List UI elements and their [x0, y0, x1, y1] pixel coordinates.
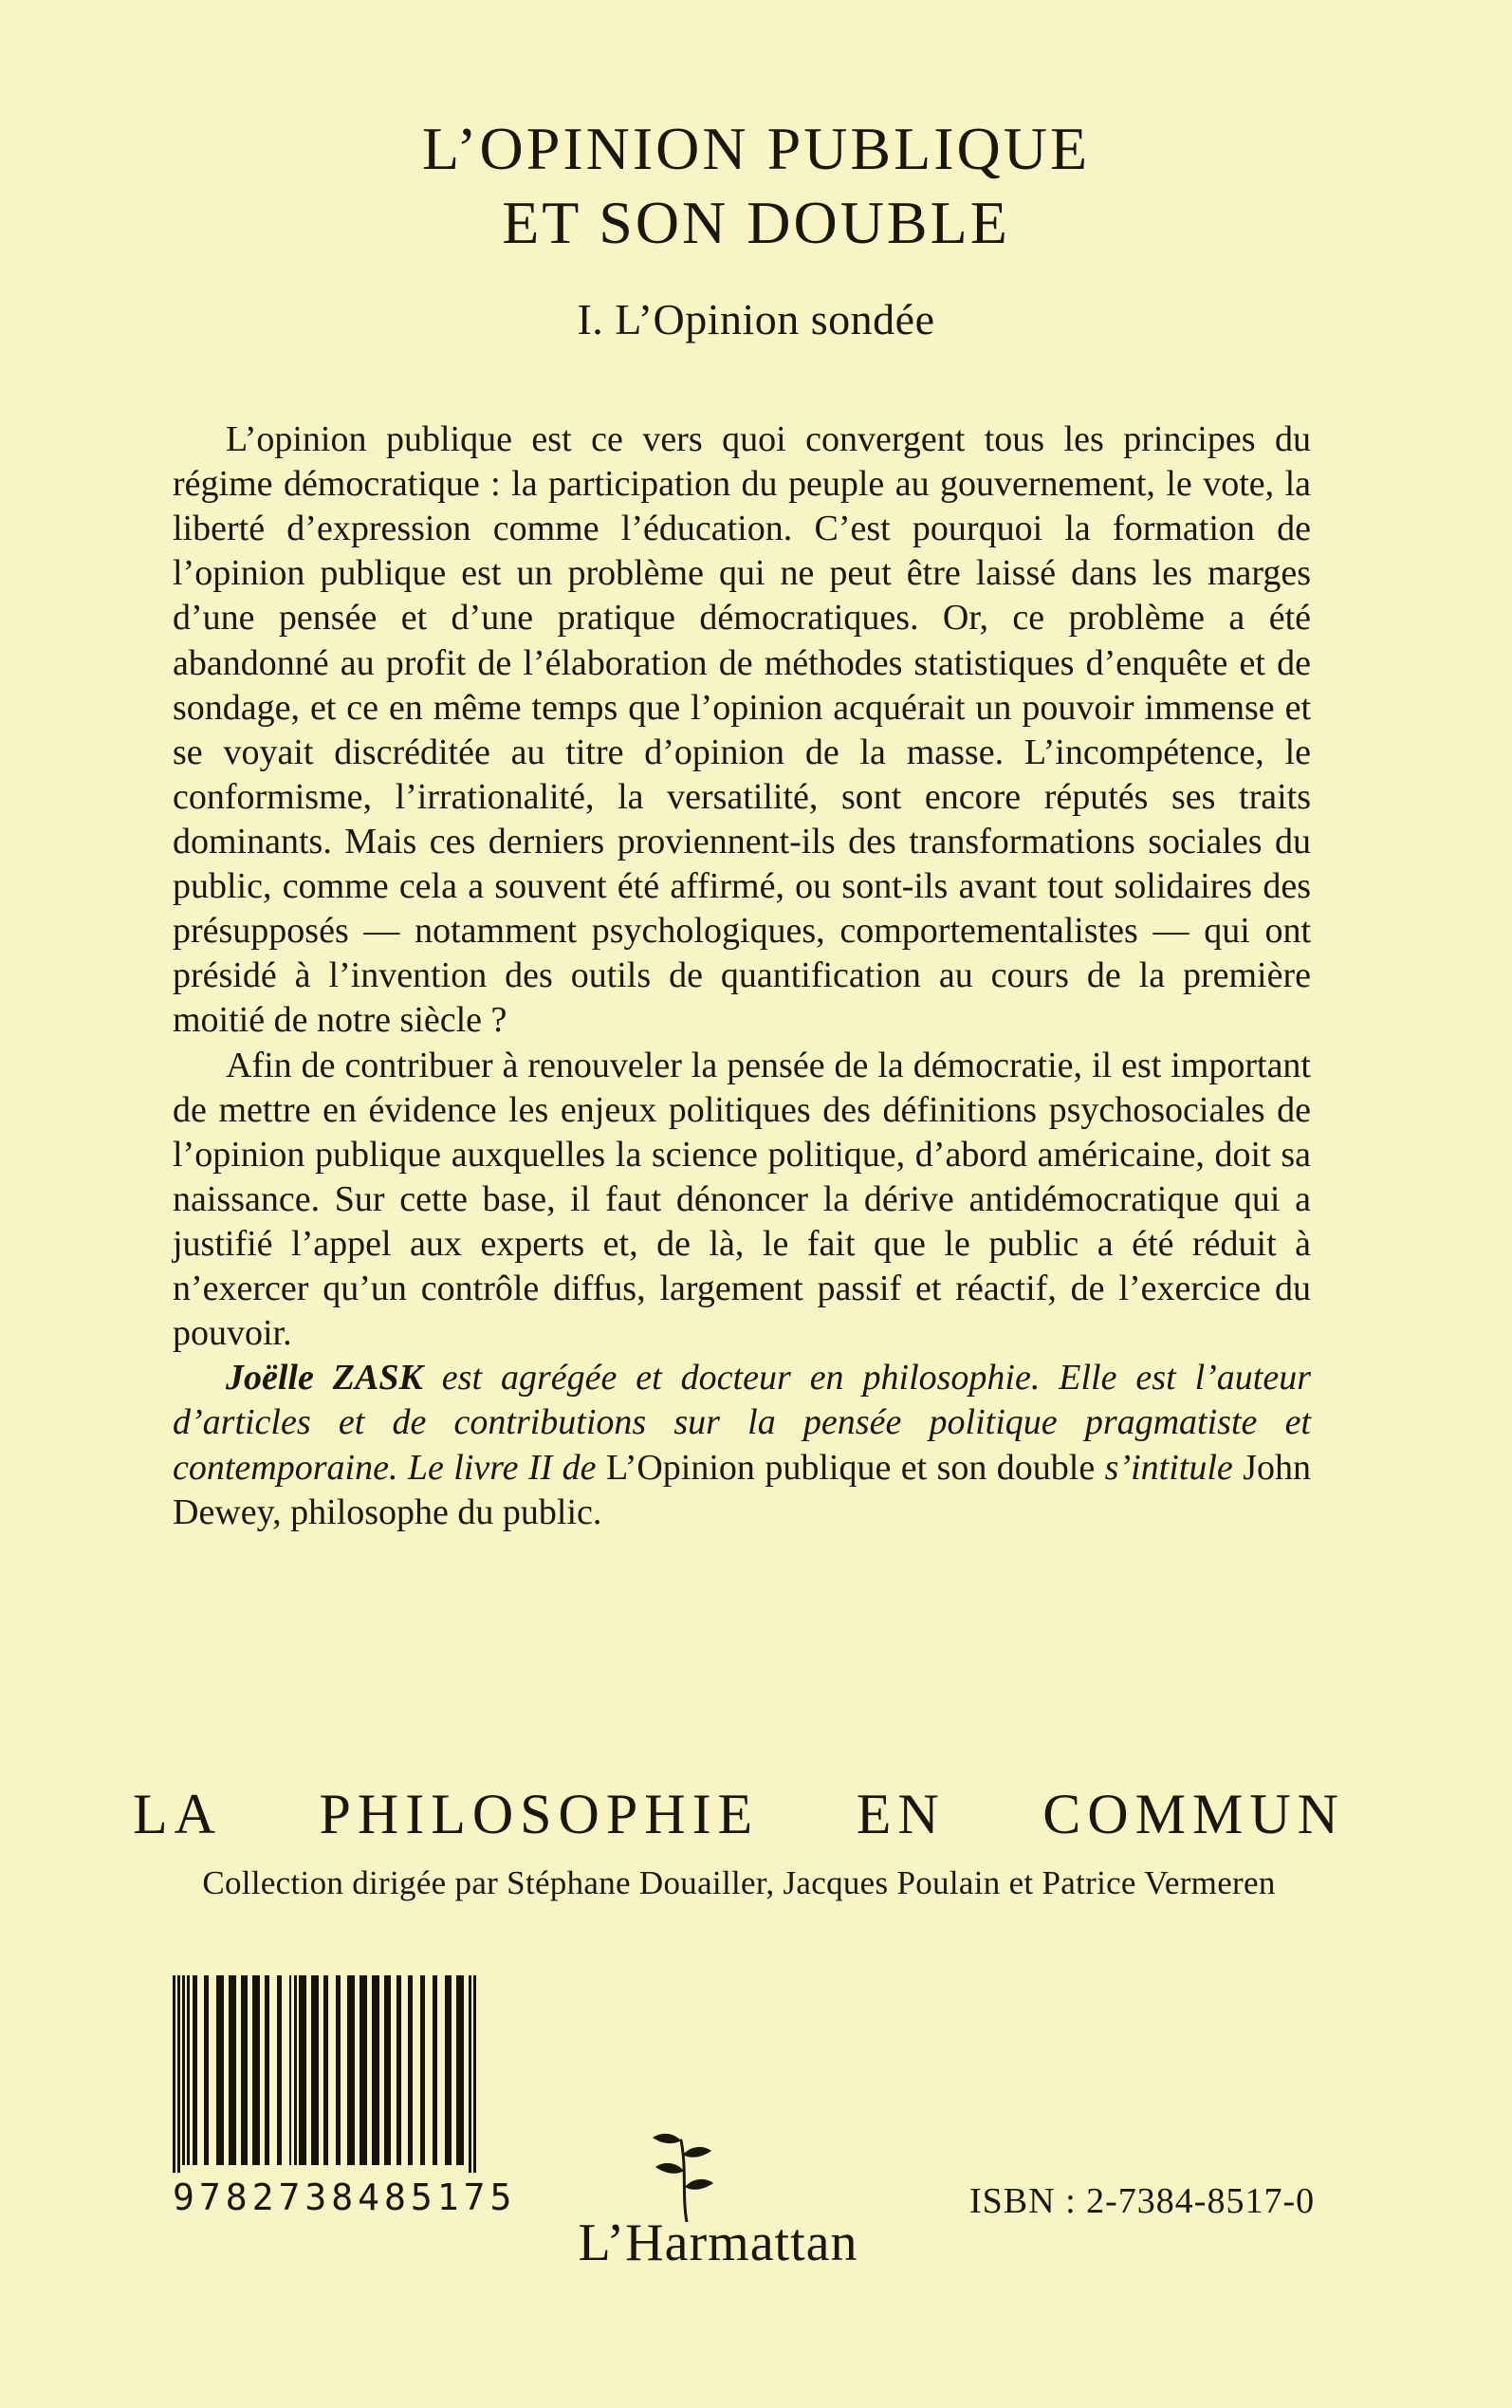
paragraph-1: L’opinion publique est ce vers quoi convergent tous les principes du régime démocratique : la participation du peuple au gouvernement, le vote, la liberté d’expression comme l’éducation. C’est pourquoi la formation de l’opinion publique est un problème qui ne peut être laissé dans les marges d’une pensée et d’une pratique démocratiques. Or, ce problème a été abandonné au profit de l’élaboration de méthodes statistiques d’enquête et de sondage, et ce en même temps que l’opinion acquérait un pouvoir immense et se voyait discréditée au titre d’opinion de la masse. L’incompétence, le conformisme, l’irrationalité, la versatilité, sont encore réputés ses traits dominants. Mais ces derniers proviennent-ils des transformations sociales du public, comme cela a souvent été affirmé, ou sont-ils avant tout solidaires des présupposés — notamment psychologiques, comportementalistes — qui ont présidé à l’invention des outils de quantification au cours de la première moitié de notre siècle ? [173, 419, 1311, 1041]
barcode-number: 9782738485175 [173, 2176, 517, 2218]
bio-text-1: est agrégée et docteur en philosophie. Elle est l’auteur d’articles et de contributions sur la pensée politique pragmatiste et contemporaine. [173, 1358, 1312, 1488]
leaf-sprig-icon [644, 2131, 728, 2227]
book-subtitle: I. L’Opinion sondée [577, 295, 935, 344]
bio-volume-title: John Dewey, philosophe du public. [173, 1447, 1311, 1532]
author-name: Joëlle ZASK [226, 1358, 442, 1398]
collection-directors: Collection dirigée par Stéphane Douailler, Jacques Poulain et Patrice Vermeren [202, 1864, 1276, 1901]
paragraph-2: Afin de contribuer à renouveler la pensée de la démocratie, il est important de mettre en évidence les enjeux politiques des définitions psychosociales de l’opinion publique auxquelles la science politique, d’abord américaine, doit sa naissance. Sur cette base, il faut dénoncer la dérive antidémocratique qui a justifié l’appel aux experts et, de là, le fait que le public a été réduit à n’exercer qu’un contrôle diffus, largement passif et réactif, de l’exercice du pouvoir. [173, 1045, 1311, 1354]
collection-block [133, 1782, 1345, 1902]
isbn-text: ISBN : 2-7384-8517-0 [969, 2181, 1316, 2221]
title-block [0, 112, 1512, 344]
book-title-line-2: ET SON DOUBLE [502, 189, 1010, 257]
collection-title [133, 1782, 1345, 1847]
publisher-name: L’Harmattan [578, 2214, 858, 2272]
back-cover-text [173, 417, 1311, 1535]
barcode [173, 1975, 517, 2218]
author-bio [173, 1356, 1311, 1534]
bio-book-title: L’Opinion publique et son double [605, 1447, 1105, 1488]
collection-word-1: LA [133, 1783, 222, 1845]
bio-text-2: Le livre II de [407, 1447, 606, 1488]
bio-text-3: s’intitule [1104, 1447, 1244, 1488]
collection-word-2: PHILOSOPHIE [319, 1783, 760, 1845]
collection-word-4: COMMUN [1042, 1783, 1345, 1845]
collection-word-3: EN [856, 1783, 946, 1845]
book-title-line-1: L’OPINION PUBLIQUE [421, 115, 1091, 182]
barcode-bars [173, 1975, 476, 2173]
